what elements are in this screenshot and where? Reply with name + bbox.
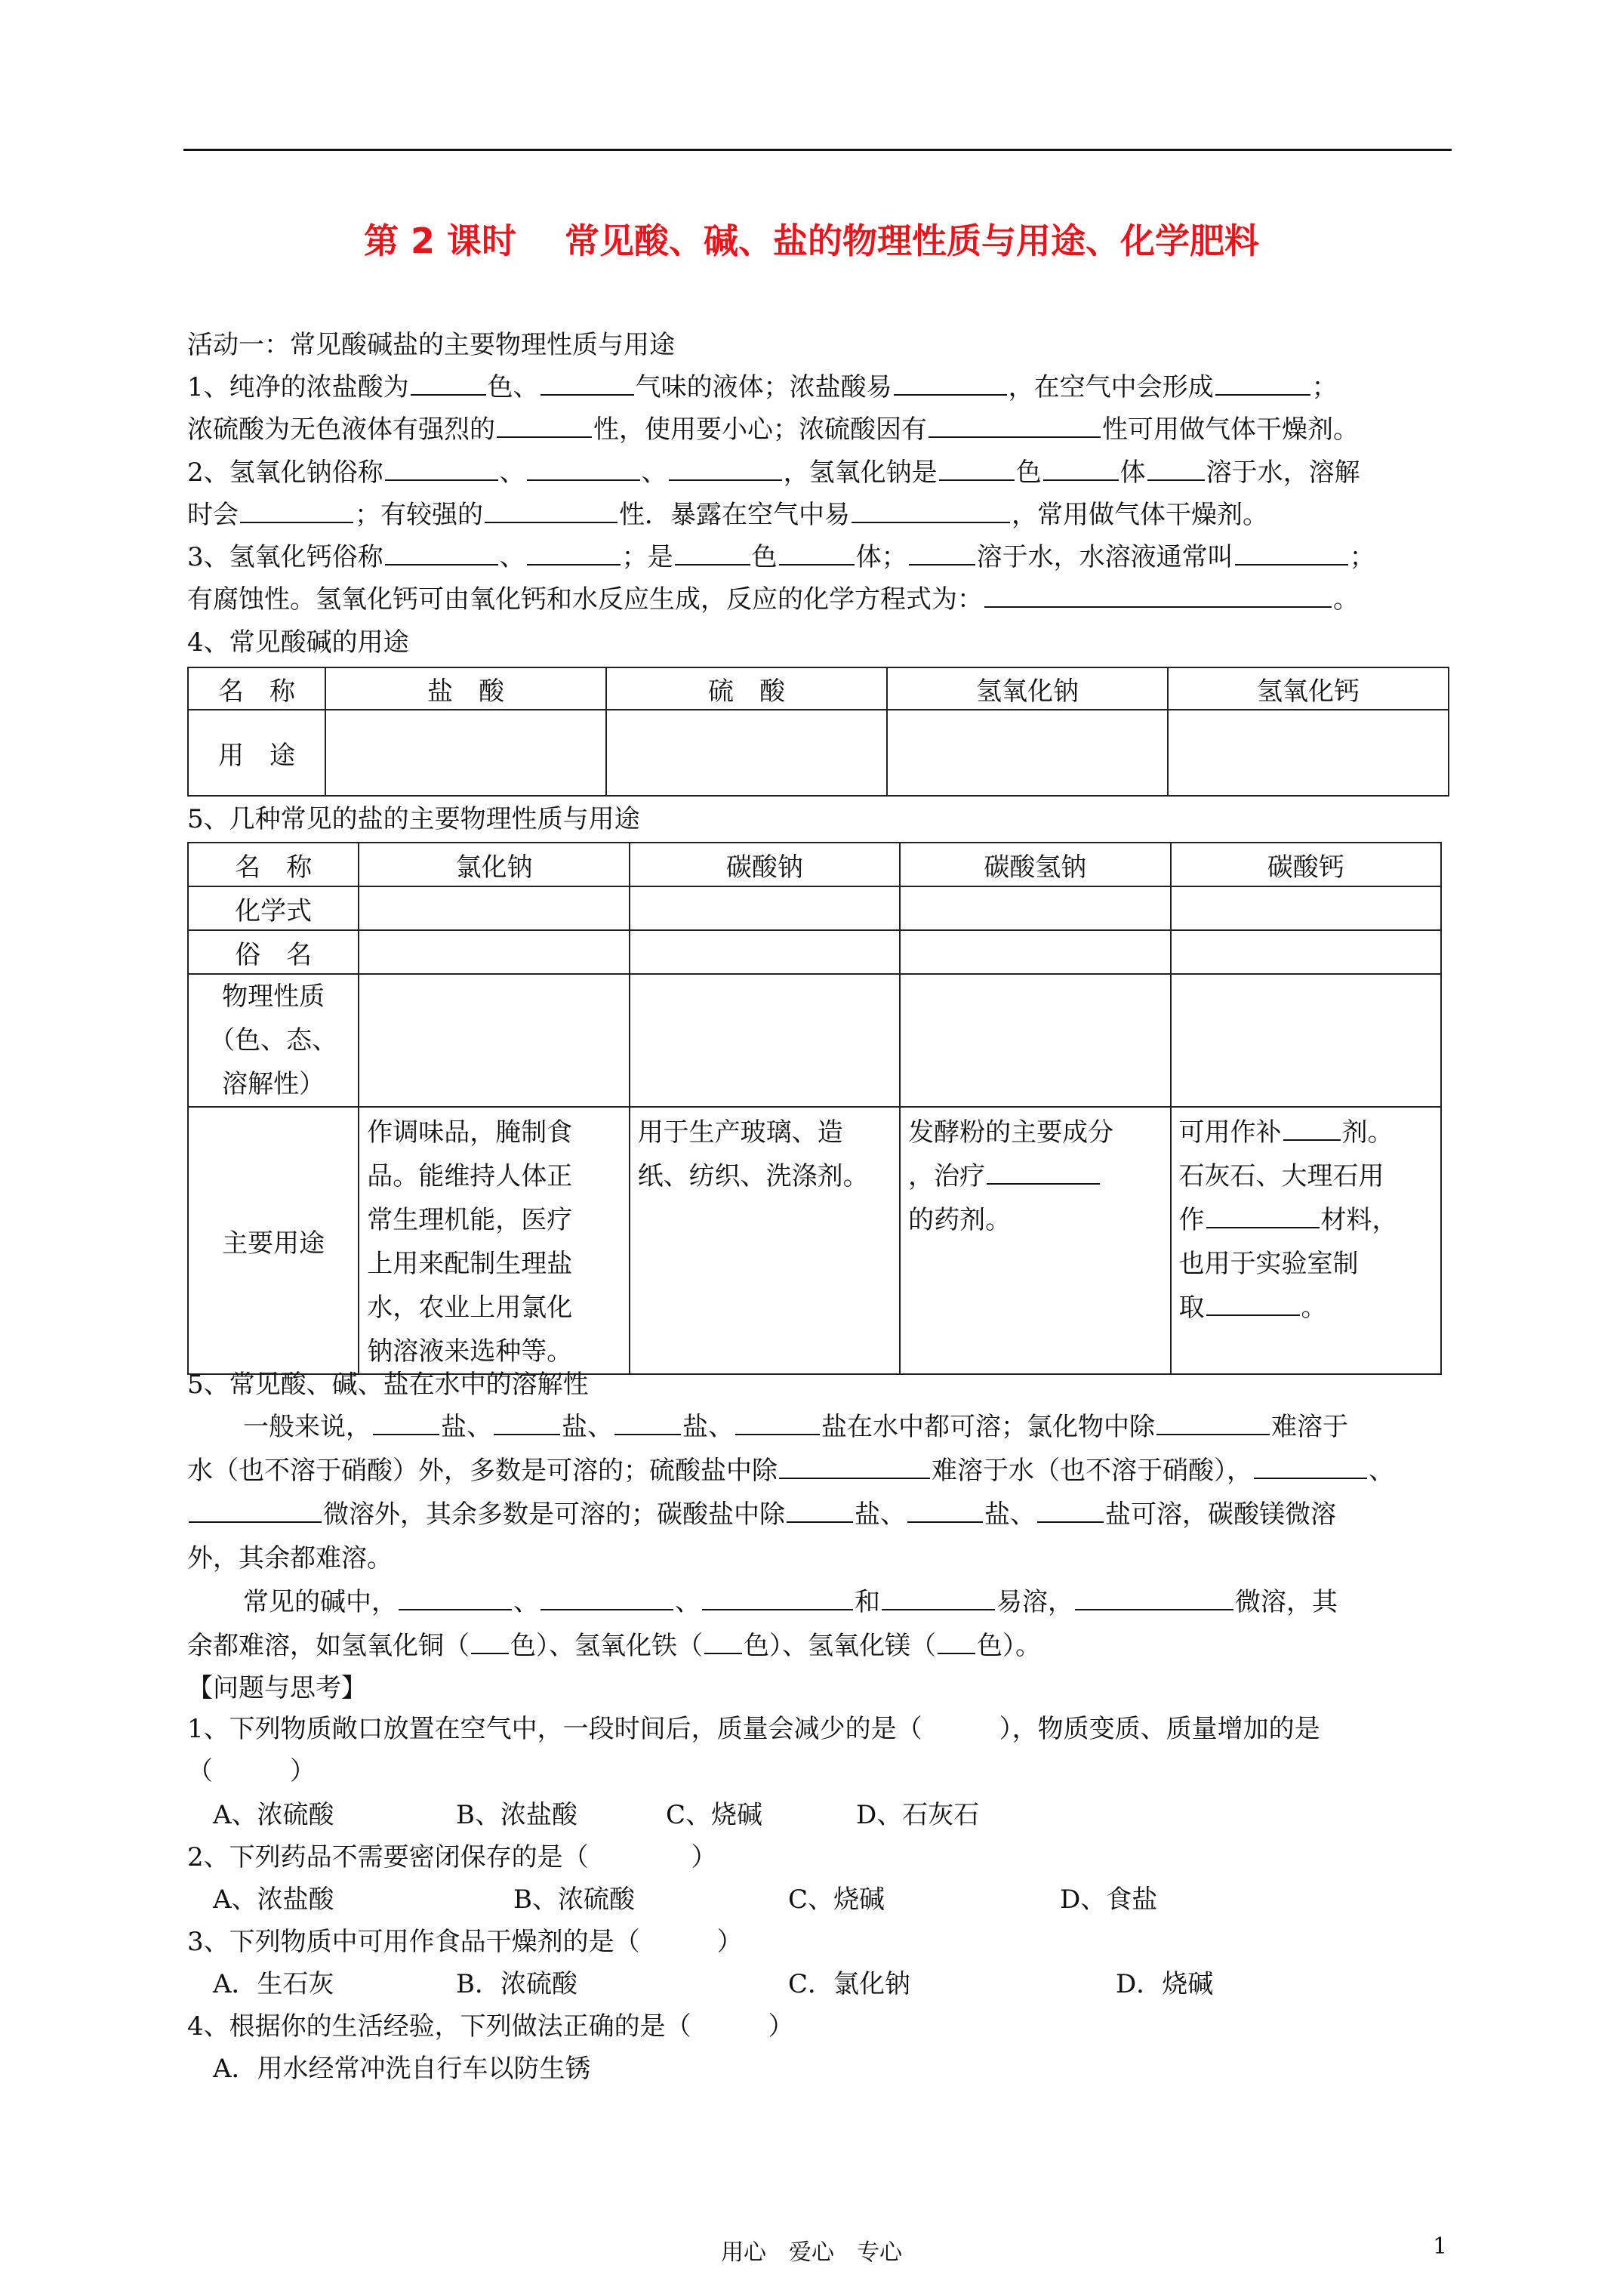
blank[interactable] [1043, 457, 1119, 481]
blank[interactable] [735, 1411, 820, 1435]
mc-1-option-a[interactable]: A、浓硫酸 [213, 1800, 334, 1830]
blank[interactable] [1235, 541, 1348, 566]
solubility-para-line-1: 一般来说， 盐、 盐、 盐、 盐在水中都可溶；氯化物中除 难溶于 [243, 1412, 1348, 1442]
blank[interactable] [485, 499, 617, 523]
blank[interactable] [373, 1411, 439, 1435]
blank[interactable] [909, 541, 975, 566]
answer-cell[interactable] [630, 974, 900, 1107]
blank[interactable] [1206, 1204, 1320, 1228]
blank[interactable] [1283, 1117, 1341, 1141]
blank[interactable] [882, 1586, 995, 1610]
table-header: 盐 酸 [325, 667, 606, 710]
answer-cell[interactable] [630, 886, 900, 930]
blank[interactable] [1147, 457, 1205, 481]
answer-cell[interactable] [1171, 974, 1441, 1107]
mc-1-option-b[interactable]: B、浓盐酸 [456, 1800, 577, 1830]
nahco3-use-cell: 发酵粉的主要成分 ，治疗 的药剂。 [900, 1107, 1170, 1374]
mc-2-option-c[interactable]: C、烧碱 [788, 1885, 885, 1915]
answer-cell[interactable] [900, 974, 1170, 1107]
question-2-line-1: 2、氢氧化钠俗称 、 、 ，氢氧化钠是 色 体 溶于水，溶解 [187, 458, 1360, 488]
solubility-heading: 5、常见酸、碱、盐在水中的溶解性 [187, 1370, 589, 1400]
answer-cell[interactable] [606, 710, 887, 796]
mc-question-3: 3、下列物质中可用作食品干燥剂的是（ ） [187, 1927, 743, 1957]
blank[interactable] [614, 1411, 681, 1435]
blank[interactable] [669, 457, 782, 481]
salt-properties-table [187, 842, 1442, 1375]
blank[interactable] [494, 1411, 560, 1435]
na2co3-use-cell: 用于生产玻璃、造 纸、纺织、洗涤剂。 [630, 1107, 900, 1374]
blank[interactable] [385, 541, 498, 566]
page-title: 第 2 课时 常见酸、碱、盐的物理性质与用途、化学肥料 [363, 220, 1260, 261]
answer-cell[interactable] [359, 886, 629, 930]
table-header: 名 称 [188, 843, 359, 886]
question-3-line-2: 有腐蚀性。氢氧化钙可由氧化钙和水反应生成，反应的化学方程式为： 。 [187, 584, 1359, 615]
table-header: 碳酸氢钠 [900, 843, 1170, 886]
answer-cell[interactable] [359, 974, 629, 1107]
mc-3-option-a[interactable]: A．生石灰 [213, 1969, 334, 1999]
question-1-line-2: 浓硫酸为无色液体有强烈的 性，使用要小心；浓硫酸因有 性可用做气体干燥剂。 [187, 415, 1359, 445]
answer-cell[interactable] [1171, 930, 1441, 974]
mc-question-1: 1、下列物质敞口放置在空气中，一段时间后，质量会减少的是（ ），物质变质、质量增加的是 [187, 1714, 1320, 1744]
table-header: 氢氧化钙 [1168, 667, 1449, 710]
blank[interactable] [527, 457, 640, 481]
row-label: 物理性质 （色、态、 溶解性） [188, 974, 359, 1107]
mc-2-option-d[interactable]: D、食盐 [1060, 1885, 1158, 1915]
blank[interactable] [527, 541, 621, 566]
blank[interactable] [984, 584, 1332, 608]
bases-para-line-2: 余都难溶，如氢氧化铜（ 色）、氢氧化铁（ 色）、氢氧化镁（ 色）。 [187, 1631, 1041, 1661]
header-rule [183, 149, 1452, 151]
blank[interactable] [938, 1630, 975, 1654]
table-header: 氯化钠 [359, 843, 629, 886]
solubility-para-line-4: 外，其余都难溶。 [187, 1543, 393, 1573]
think-heading: 【问题与思考】 [187, 1673, 367, 1703]
blank[interactable] [1254, 1455, 1367, 1479]
blank[interactable] [1156, 1411, 1270, 1435]
blank[interactable] [704, 1630, 742, 1654]
answer-cell[interactable] [900, 886, 1170, 930]
blank[interactable] [779, 541, 855, 566]
acid-base-uses-table [187, 667, 1449, 797]
table-header: 硫 酸 [606, 667, 887, 710]
blank[interactable] [1075, 1586, 1233, 1610]
blank[interactable] [1206, 1292, 1300, 1316]
blank[interactable] [675, 541, 750, 566]
page-footer: 用心 爱心 专心 [721, 2239, 902, 2266]
blank[interactable] [779, 1455, 930, 1479]
row-label: 俗 名 [188, 930, 359, 974]
blank[interactable] [787, 1499, 853, 1523]
answer-cell[interactable] [1168, 710, 1449, 796]
blank[interactable] [894, 371, 1007, 396]
table-header: 氢氧化钠 [887, 667, 1168, 710]
page-number: 1 [1433, 2233, 1448, 2260]
row-label: 主要用途 [188, 1107, 359, 1374]
answer-cell[interactable] [1171, 886, 1441, 930]
mc-3-option-b[interactable]: B．浓硫酸 [456, 1969, 577, 1999]
caco3-use-cell: 可用作补 剂。 石灰石、大理石用 作 材料， 也用于实验室制 取 。 [1171, 1107, 1441, 1374]
question-5-heading: 5、几种常见的盐的主要物理性质与用途 [187, 804, 640, 834]
blank[interactable] [702, 1586, 853, 1610]
blank[interactable] [189, 1499, 322, 1523]
solubility-para-line-3: 微溶外，其余多数是可溶的；碳酸盐中除 盐、 盐、 盐可溶，碳酸镁微溶 [187, 1498, 1336, 1531]
answer-cell[interactable] [359, 930, 629, 974]
blank[interactable] [399, 1586, 512, 1610]
blank[interactable] [929, 414, 1101, 438]
row-label: 用 途 [188, 710, 325, 796]
question-1-line-1: 1、纯净的浓盐酸为 色、 气味的液体；浓盐酸易 ，在空气中会形成 ； [187, 372, 1338, 402]
mc-question-2: 2、下列药品不需要密闭保存的是（ ） [187, 1842, 717, 1872]
table-header: 碳酸钠 [630, 843, 900, 886]
blank[interactable] [852, 499, 1010, 523]
table-header: 名 称 [188, 667, 325, 710]
blank[interactable] [540, 371, 634, 396]
table-header: 碳酸钙 [1171, 843, 1441, 886]
mc-question-1-blank: （ ） [187, 1756, 316, 1786]
blank[interactable] [497, 414, 592, 438]
row-label: 化学式 [188, 886, 359, 930]
blank[interactable] [907, 1499, 983, 1523]
question-2-line-2: 时会 ；有较强的 性．暴露在空气中易 ，常用做气体干燥剂。 [187, 500, 1268, 530]
answer-cell[interactable] [900, 930, 1170, 974]
solubility-para-line-2: 水（也不溶于硝酸）外，多数是可溶的；硫酸盐中除 难溶于水（也不溶于硝酸）， 、 [187, 1456, 1394, 1486]
bases-para-line-1: 常见的碱中， 、 、 和 易溶， 微溶，其 [243, 1587, 1338, 1617]
mc-question-4: 4、根据你的生活经验，下列做法正确的是（ ） [187, 2011, 794, 2042]
nacl-use-cell: 作调味品，腌制食 品。能维持人体正 常生理机能，医疗 上用来配制生理盐 水，农业上用氯化 钠溶液来选种等。 [359, 1107, 629, 1374]
blank[interactable] [411, 371, 486, 396]
mc-3-option-d[interactable]: D．烧碱 [1116, 1969, 1214, 1999]
question-4-heading: 4、常见酸碱的用途 [187, 627, 409, 658]
blank[interactable] [240, 499, 353, 523]
answer-cell[interactable] [325, 710, 606, 796]
mc-2-option-a[interactable]: A、浓盐酸 [213, 1885, 334, 1915]
mc-2-option-b[interactable]: B、浓硫酸 [513, 1885, 635, 1915]
blank[interactable] [385, 457, 498, 481]
blank[interactable] [939, 457, 1015, 481]
blank[interactable] [471, 1630, 509, 1654]
blank[interactable] [1215, 371, 1310, 396]
question-3-line-1: 3、氢氧化钙俗称 、 ；是 色 体； 溶于水，水溶液通常叫 ； [187, 542, 1375, 572]
mc-1-option-d[interactable]: D、石灰石 [856, 1800, 980, 1830]
mc-3-option-c[interactable]: C．氯化钠 [788, 1969, 911, 1999]
blank[interactable] [1037, 1499, 1104, 1523]
mc-1-option-c[interactable]: C、烧碱 [666, 1800, 763, 1830]
mc-4-option-a[interactable]: A．用水经常冲洗自行车以防生锈 [213, 2054, 591, 2084]
activity-heading: 活动一：常见酸碱盐的主要物理性质与用途 [187, 330, 675, 360]
answer-cell[interactable] [630, 930, 900, 974]
answer-cell[interactable] [887, 710, 1168, 796]
blank[interactable] [987, 1160, 1100, 1185]
blank[interactable] [540, 1586, 673, 1610]
